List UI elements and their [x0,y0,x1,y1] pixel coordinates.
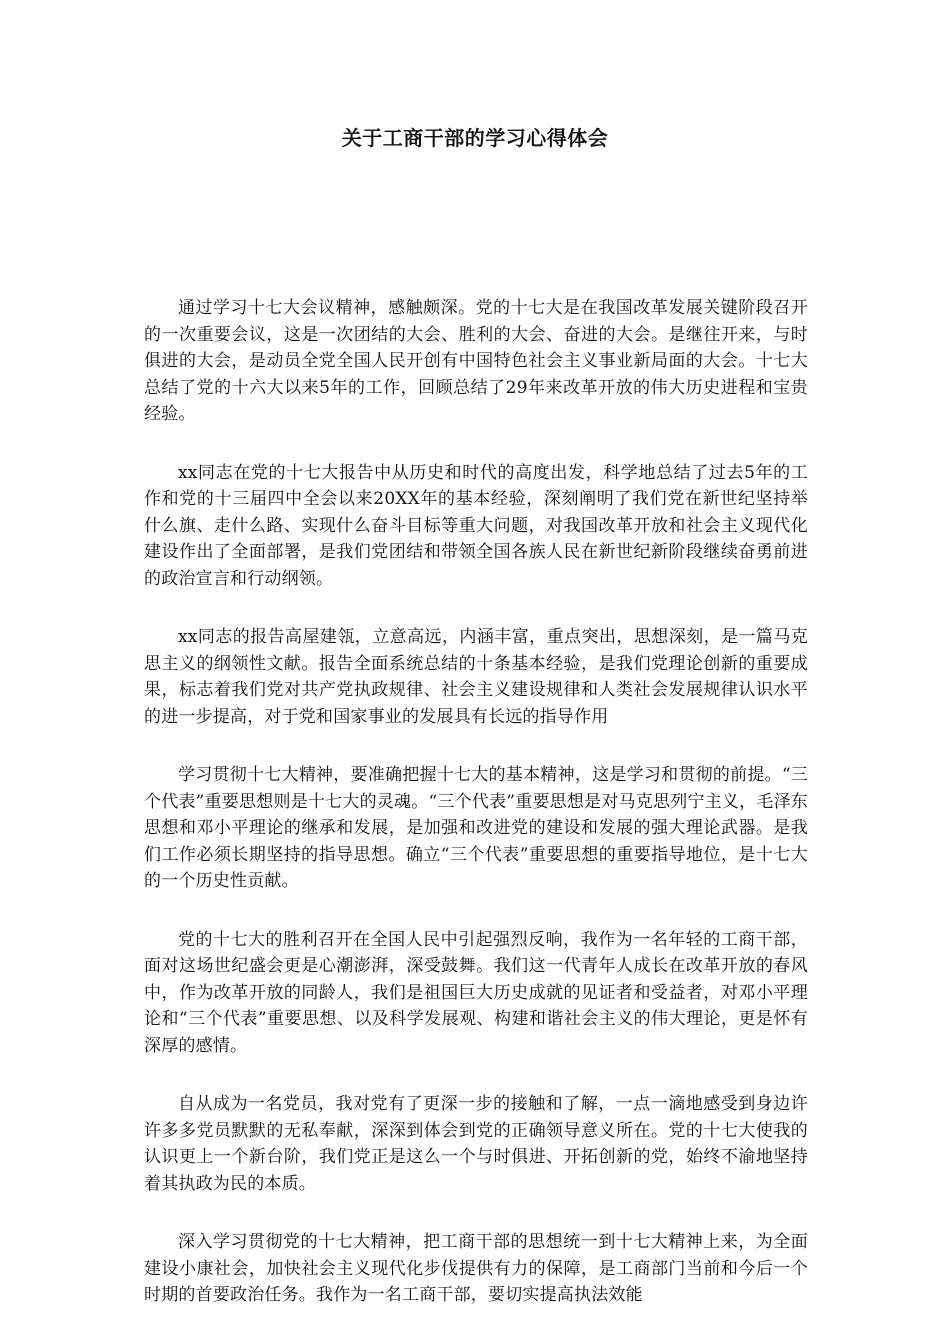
paragraph-1: 通过学习十七大会议精神，感触颇深。党的十七大是在我国改革发展关键阶段召开的一次重要会议，这是一次团结的大会、胜利的大会、奋进的大会。是继往开来，与时俱进的大会，是动员全党全国人民开创有中国特色社会主义事业新局面的大会。十七大总结了党的十六大以来5年的工作，回顾总结了29年来改革开放的伟大历史进程和宝贵经验。 [144,298,808,424]
paragraph-6: 自从成为一名党员，我对党有了更深一步的接触和了解，一点一滴地感受到身边许许多多党员默默的无私奉献，深深到体会到党的正确领导意义所在。党的十七大使我的认识更上一个新台阶，我们党正是这么一个与时俱进、开拓创新的党，始终不渝地坚持着其执政为民的本质。 [144,1094,808,1194]
paragraph-4: 学习贯彻十七大精神，要准确把握十七大的基本精神，这是学习和贯彻的前提。“三个代表”重要思想则是十七大的灵魂。“三个代表”重要思想是对马克思列宁主义，毛泽东思想和邓小平理论的继承和发展，是加强和改进党的建设和发展的强大理论武器。是我们工作必须长期坚持的指导思想。确立“三个代表”重要思想的重要指导地位，是十七大的一个历史性贡献。 [144,765,808,891]
document-body [144,295,808,1341]
paragraph-5: 党的十七大的胜利召开在全国人民中引起强烈反响，我作为一名年轻的工商干部，面对这场世纪盛会更是心潮澎湃，深受鼓舞。我们这一代青年人成长在改革开放的春风中，作为改革开放的同龄人，我们是祖国巨大历史成就的见证者和受益者，对邓小平理论和“三个代表”重要思想、以及科学发展观、构建和谐社会主义的伟大理论，更是怀有深厚的感情。 [144,929,808,1056]
paragraph-7: 深入学习贯彻党的十七大精神，把工商干部的思想统一到十七大精神上来，为全面建设小康社会，加快社会主义现代化步伐提供有力的保障，是工商部门当前和今后一个时期的首要政治任务。我作为一名工商干部，要切实提高执法效能 [144,1232,808,1305]
document-title: 关于工商干部的学习心得体会 [341,126,609,150]
paragraph-3: xx同志的报告高屋建瓴，立意高远，内涵丰富，重点突出，思想深刻，是一篇马克思主义的纲领性文献。报告全面系统总结的十条基本经验，是我们党理论创新的重要成果，标志着我们党对共产党执政规律、社会主义建设规律和人类社会发展规律认识水平的进一步提高，对于党和国家事业的发展具有长远的指导作用 [144,627,808,727]
paragraph-2: xx同志在党的十七大报告中从历史和时代的高度出发，科学地总结了过去5年的工作和党的十三届四中全会以来20XX年的基本经验，深刻阐明了我们党在新世纪坚持举什么旗、走什么路、实现什么奋斗目标等重大问题，对我国改革开放和社会主义现代化建设作出了全面部署，是我们党团结和带领全国各族人民在新世纪新阶段继续奋勇前进的政治宣言和行动纲领。 [144,462,808,589]
